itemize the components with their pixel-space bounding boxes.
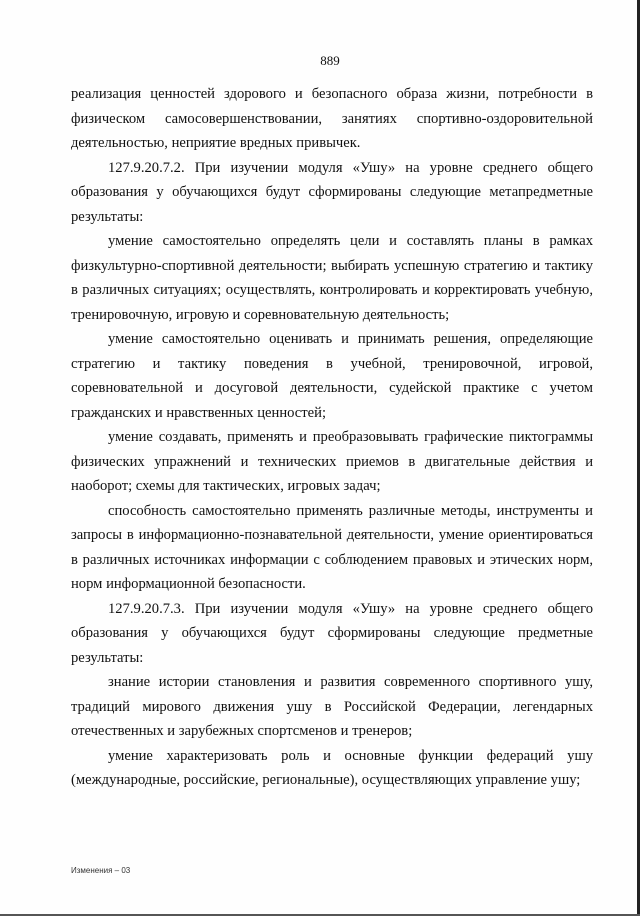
paragraph-decision-making: умение самостоятельно оценивать и принимать решения, определяющие стратегию и тактику поведения в учебной, тренировочной, игровой, соревновательной и досуговой деятельности, судейской практике с учетом гражданских и нравственных ценностей; xyxy=(71,331,593,421)
paragraph-information-skills: способность самостоятельно применять различные методы, инструменты и запросы в информационно-познавательной деятельности, умение ориентироваться в различных источниках информации с соблюдением правовых и этических норм, норм информационной безопасности. xyxy=(71,502,593,592)
paragraph-section-127-9-20-7-3: 127.9.20.7.3. При изучении модуля «Ушу» на уровне среднего общего образования у обучающихся будут сформированы следующие предметные результаты: xyxy=(71,600,593,666)
paragraph-history-knowledge: знание истории становления и развития современного спортивного ушу, традиций мирового движения ушу в Российской Федерации, легендарных отечественных и зарубежных спортсменов и тренеров; xyxy=(71,674,593,739)
paragraph-federations: умение характеризовать роль и основные функции федераций ушу (международные, российские, региональные), осуществляющих управление ушу; xyxy=(71,747,593,788)
revision-footer: Изменения – 03 xyxy=(71,866,131,875)
page-number: 889 xyxy=(320,53,340,68)
paragraph-goal-setting: умение самостоятельно определять цели и составлять планы в рамках физкультурно-спортивной деятельности; выбирать успешную стратегию и тактику в различных ситуациях; осуществлять, контролировать и корректировать учебную, тренировочную, игровую и соревновательную деятельность; xyxy=(71,233,593,323)
document-body xyxy=(71,82,593,793)
paragraph-continuation: реализация ценностей здорового и безопасного образа жизни, потребности в физическом самосовершенствовании, занятиях спортивно-оздоровительной деятельностью, неприятие вредных привычек. xyxy=(71,86,593,151)
paragraph-section-127-9-20-7-2: 127.9.20.7.2. При изучении модуля «Ушу» на уровне среднего общего образования у обучающихся будут сформированы следующие метапредметные результаты: xyxy=(71,159,593,225)
paragraph-pictograms: умение создавать, применять и преобразовывать графические пиктограммы физических упражнений и технических приемов в двигательные действия и наоборот; схемы для тактических, игровых задач; xyxy=(71,429,593,494)
